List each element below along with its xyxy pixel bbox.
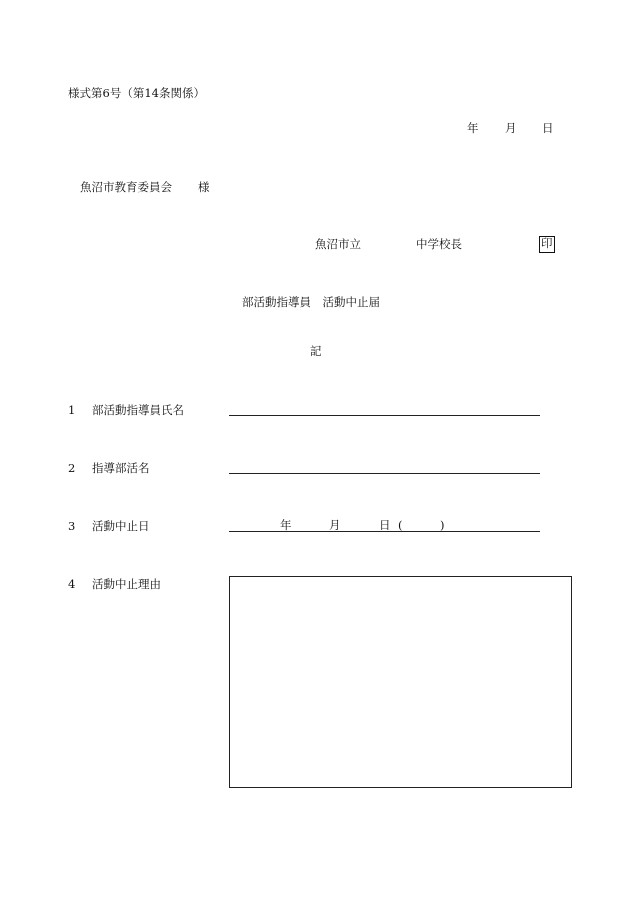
suspension-date-day: 日 (379, 518, 391, 532)
sender-city: 魚沼市立 (315, 237, 361, 251)
suspension-weekday-close: ) (440, 518, 445, 532)
document-title: 部活動指導員 活動中止届 (242, 295, 380, 309)
suspension-date-month: 月 (329, 518, 341, 532)
item-label: 活動中止理由 (92, 577, 161, 591)
item-number: 2 (68, 461, 76, 475)
seal-mark: 印 (539, 236, 555, 253)
item-label: 活動中止日 (92, 519, 150, 533)
suspension-reason-box[interactable] (229, 576, 572, 788)
item-label: 部活動指導員氏名 (92, 403, 184, 417)
submit-date-day: 日 (542, 121, 554, 135)
advisor-name-field[interactable] (229, 415, 540, 416)
addressee-name: 魚沼市教育委員会 (80, 180, 172, 194)
item-number: 4 (68, 577, 76, 591)
ki-heading: 記 (310, 344, 322, 358)
submit-date-year: 年 (467, 121, 479, 135)
sender-title: 中学校長 (416, 237, 462, 251)
item-number: 3 (68, 519, 76, 533)
form-number: 様式第6号（第14条関係） (68, 86, 205, 100)
addressee-honorific: 様 (198, 180, 210, 194)
suspension-date-year: 年 (280, 518, 292, 532)
club-name-field[interactable] (229, 473, 540, 474)
suspension-date-underline (229, 531, 540, 532)
submit-date-month: 月 (505, 121, 517, 135)
item-number: 1 (68, 403, 76, 417)
suspension-weekday-open: ( (398, 518, 403, 532)
item-label: 指導部活名 (92, 461, 150, 475)
